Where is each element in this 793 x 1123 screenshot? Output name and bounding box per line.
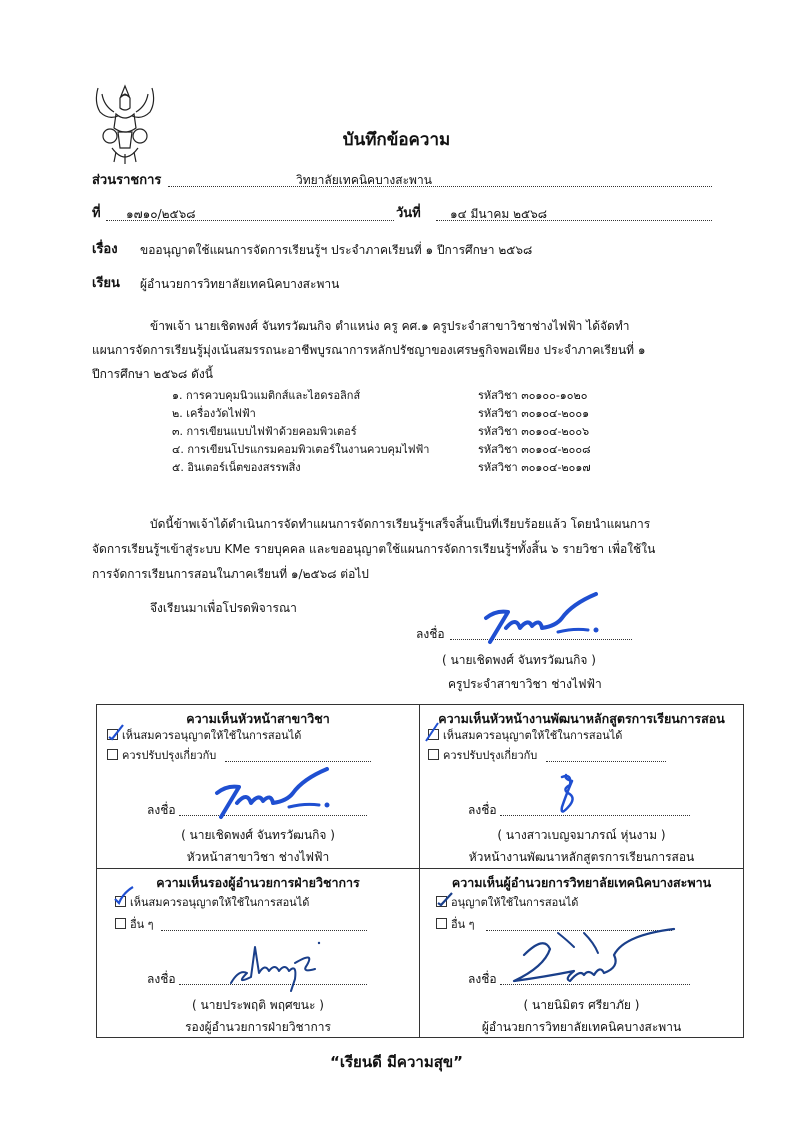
opinion-cell-deputy-director xyxy=(97,869,419,1037)
option-approve[interactable] xyxy=(436,895,578,911)
checkmark-icon xyxy=(107,723,125,741)
to-label: เรียน xyxy=(92,276,120,291)
opinion-heading: ความเห็นรองผู้อำนวยการฝ่ายวิชาการ xyxy=(156,875,360,890)
closing-text: จึงเรียนมาเพื่อโปรดพิจารณา xyxy=(150,601,297,615)
opinion-table xyxy=(96,704,744,1038)
option-label: ควรปรับปรุงเกี่ยวกับ xyxy=(443,749,538,762)
signature-icon xyxy=(225,933,325,993)
para2-line2: จัดการเรียนรู้ฯเข้าสู่ระบบ KMe รายบุคคล และขออนุญาตใช้แผนการจัดการเรียนรู้ฯทั้งสิ้น ๖ รายวิชา เพื่อใช้ใน xyxy=(92,542,656,556)
date-label: วันที่ xyxy=(396,206,421,221)
para1-line3: ปีการศึกษา ๒๕๖๘ ดังนี้ xyxy=(92,367,213,381)
course-name: ๔. การเขียนโปรแกรมคอมพิวเตอร์ในงานควบคุมไฟฟ้า xyxy=(172,443,430,456)
sign-label: ลงชื่อ xyxy=(468,972,497,986)
course-code: รหัสวิชา ๓๐๑๐๔-๒๐๐๑ xyxy=(478,407,590,420)
course-item xyxy=(172,460,632,478)
option-approve[interactable] xyxy=(107,728,301,744)
revise-dotted-line xyxy=(546,761,666,762)
course-name: ๒. เครื่องวัดไฟฟ้า xyxy=(172,407,256,420)
signature-icon xyxy=(476,588,606,648)
option-label: เห็นสมควรอนุญาตให้ใช้ในการสอนได้ xyxy=(130,896,310,909)
document-title: บันทึกข้อความ xyxy=(342,130,451,150)
opinion-cell-department-head xyxy=(97,705,419,868)
option-label: อื่น ๆ xyxy=(130,918,154,931)
opinion-signer-name: ( นายประพฤติ พฤศขนะ ) xyxy=(192,998,324,1012)
ref-value: ๑๗๑๐/๒๕๖๘ xyxy=(126,207,196,221)
sign-label: ลงชื่อ xyxy=(416,627,445,641)
checkbox-unchecked[interactable] xyxy=(115,918,126,929)
para2-line1: บัดนี้ข้าพเจ้าได้ดำเนินการจัดทำแผนการจัดการเรียนรู้ฯเสร็จสิ้นเป็นที่เรียบร้อยแล้ว โดยนำแผนการ xyxy=(150,517,651,531)
course-item xyxy=(172,388,632,406)
opinion-heading: ความเห็นหัวหน้างานพัฒนาหลักสูตรการเรียนการสอน xyxy=(438,711,725,726)
course-name: ๓. การเขียนแบบไฟฟ้าด้วยคอมพิวเตอร์ xyxy=(172,425,357,438)
option-approve[interactable] xyxy=(115,895,309,911)
option-label: เห็นสมควรอนุญาตให้ใช้ในการสอนได้ xyxy=(122,729,302,742)
sign-label: ลงชื่อ xyxy=(468,803,497,817)
agency-label-text: ส่วนราชการ xyxy=(92,173,162,188)
agency-dotted-line xyxy=(168,186,712,187)
option-revise[interactable] xyxy=(428,748,537,764)
para1-line1: ข้าพเจ้า นายเชิดพงศ์ จันทรวัฒนกิจ ตำแหน่ง ครู คศ.๑ ครูประจำสาขาวิชาช่างไฟฟ้า ได้จัดทำ xyxy=(150,319,630,333)
signature-icon xyxy=(504,925,684,989)
course-list xyxy=(172,388,632,478)
opinion-signer-name: ( นายนิมิตร ศรียาภัย ) xyxy=(523,998,640,1012)
course-item xyxy=(172,442,632,460)
checkmark-icon xyxy=(436,891,454,907)
sign-label: ลงชื่อ xyxy=(147,803,176,817)
sign-label: ลงชื่อ xyxy=(147,972,176,986)
opinion-signer-name: ( นายเชิดพงศ์ จันทรวัฒนกิจ ) xyxy=(181,828,335,842)
signer-position: ครูประจำสาขาวิชา ช่างไฟฟ้า xyxy=(448,677,602,691)
checkbox-unchecked[interactable] xyxy=(436,918,447,929)
sign-dotted-line xyxy=(500,815,690,816)
option-label: เห็นสมควรอนุญาตให้ใช้ในการสอนได้ xyxy=(443,729,623,742)
signer-name: ( นายเชิดพงศ์ จันทรวัฒนกิจ ) xyxy=(442,653,596,667)
course-code: รหัสวิชา ๓๐๑๐๔-๒๐๑๗ xyxy=(478,461,591,474)
course-item xyxy=(172,424,632,442)
option-label: ควรปรับปรุงเกี่ยวกับ xyxy=(122,749,217,762)
other-dotted-line xyxy=(161,930,367,931)
opinion-cell-curriculum-head xyxy=(420,705,743,868)
opinion-heading: ความเห็นหัวหน้าสาขาวิชา xyxy=(186,711,330,726)
opinion-signer-position: หัวหน้าสาขาวิชา ช่างไฟฟ้า xyxy=(186,850,330,864)
course-code: รหัสวิชา ๓๐๑๐๔-๒๐๐๖ xyxy=(478,425,590,438)
option-other[interactable] xyxy=(115,917,154,933)
option-revise[interactable] xyxy=(107,748,216,764)
course-item xyxy=(172,406,632,424)
option-label: อื่น ๆ xyxy=(451,918,475,931)
course-code: รหัสวิชา ๓๐๑๐๔-๒๐๐๘ xyxy=(478,443,591,456)
checkmark-icon xyxy=(424,721,442,743)
option-approve[interactable] xyxy=(428,728,622,744)
signature-icon xyxy=(207,763,337,823)
opinion-cell-director xyxy=(420,869,743,1037)
course-name: ๑. การควบคุมนิวแมติกส์และไฮดรอลิกส์ xyxy=(172,389,361,402)
agency-value: วิทยาลัยเทคนิคบางสะพาน xyxy=(296,173,432,187)
para1-line2: แผนการจัดการเรียนรู้มุ่งเน้นสมรรถนะอาชีพบูรณาการหลักปรัชญาของเศรษฐกิจพอเพียง ประจำภาคเรียนที่ ๑ xyxy=(92,343,646,357)
garuda-emblem-icon xyxy=(90,82,160,168)
opinion-signer-position: หัวหน้างานพัฒนาหลักสูตรการเรียนการสอน xyxy=(468,850,695,864)
checkbox-unchecked[interactable] xyxy=(428,749,439,760)
opinion-signer-position: รองผู้อำนวยการฝ่ายวิชาการ xyxy=(185,1020,331,1034)
revise-dotted-line xyxy=(225,761,371,762)
ref-label: ที่ xyxy=(92,206,101,221)
opinion-signer-name: ( นางสาวเบญจมาภรณ์ หุ่นงาม ) xyxy=(497,828,666,842)
date-value: ๑๔ มีนาคม ๒๕๖๘ xyxy=(450,207,547,221)
option-label: อนุญาตให้ใช้ในการสอนได้ xyxy=(451,896,579,909)
option-other[interactable] xyxy=(436,917,475,933)
subject-label: เรื่อง xyxy=(92,242,118,257)
agency-label xyxy=(92,172,161,189)
to-value: ผู้อำนวยการวิทยาลัยเทคนิคบางสะพาน xyxy=(140,277,340,291)
checkmark-icon xyxy=(113,885,135,907)
opinion-heading: ความเห็นผู้อำนวยการวิทยาลัยเทคนิคบางสะพาน xyxy=(451,875,712,890)
checkbox-unchecked[interactable] xyxy=(107,749,118,760)
course-code: รหัสวิชา ๓๐๑๐๐-๑๐๒๐ xyxy=(478,389,588,402)
subject-value: ขออนุญาตใช้แผนการจัดการเรียนรู้ฯ ประจำภาคเรียนที่ ๑ ปีการศึกษา ๒๕๖๘ xyxy=(140,243,533,257)
para2-line3: การจัดการเรียนการสอนในภาคเรียนที่ ๑/๒๕๖๘ ต่อไป xyxy=(92,567,369,581)
opinion-signer-position: ผู้อำนวยการวิทยาลัยเทคนิคบางสะพาน xyxy=(481,1020,682,1034)
slogan: “เรียนดี มีความสุข” xyxy=(330,1053,463,1071)
course-name: ๕. อินเตอร์เน็ตของสรรพสิ่ง xyxy=(172,461,301,474)
signature-icon xyxy=(554,771,580,819)
